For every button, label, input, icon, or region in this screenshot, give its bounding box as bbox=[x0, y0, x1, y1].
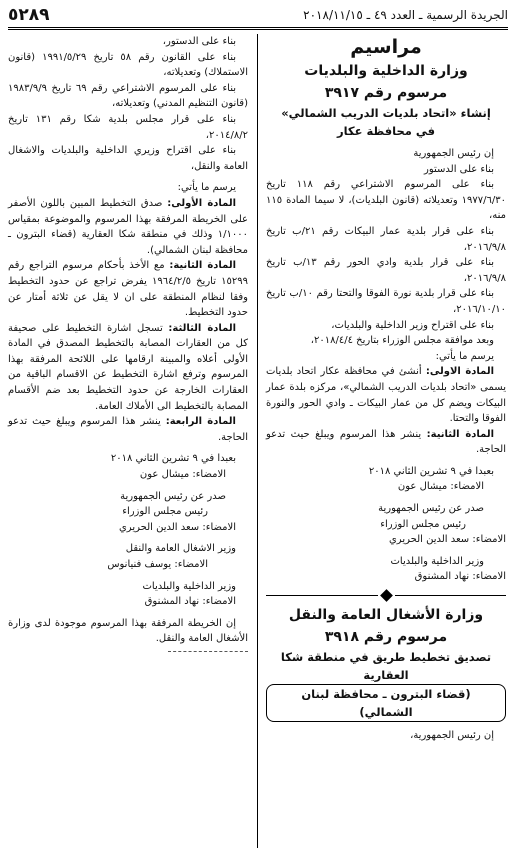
paragraph: بناء على القانون رقم ٥٨ تاريخ ١٩٩١/٥/٢٩ (قانون الاستملاك) وتعديلاته، bbox=[8, 51, 248, 79]
article-label: المادة الثالثة: bbox=[168, 322, 236, 334]
article-text: تسجل اشارة التخطيط على صحيفة كل من العقارات المصابة بالتخطيط المصدق في المادة الأولى أعلاه والمبينة ارقامها على اللائحة المرفقة بهذا المرسوم وترفع اشارة التخطيط عن الاقسام الباقية من العقارات الخارجة عن حدود التخطيط بعد ضم الأقسام المصابة بالتخطيط الى الأملاك العامة. bbox=[8, 322, 248, 412]
article bbox=[8, 321, 248, 415]
left-column bbox=[8, 34, 248, 656]
paragraph: يرسم ما يأتي: bbox=[435, 350, 494, 362]
paragraph: بناء على قرار مجلس بلدية شكا رقم ١٣١ تاريخ ٢٠١٤/٨/٢، bbox=[8, 113, 248, 141]
article bbox=[266, 427, 506, 458]
decree-subject: تصديق تخطيط طريق في منطقة شكا العقارية bbox=[280, 650, 492, 683]
signature: الامضاء: ميشال عون bbox=[397, 481, 484, 493]
article-text: صدق التخطيط المبين باللون الأصفر على الخريطة المرفقة بهذا المرسوم والموضوعة بمقياس ١/١٠٠٠ وذلك في منطقة شكا العقارية (قضاء البترون ـ محافظة لبنان الشمالي). bbox=[8, 197, 248, 256]
paragraph: بناء على الدستور bbox=[424, 163, 494, 175]
header-rule-2 bbox=[8, 29, 508, 30]
article-label: المادة الثانية: bbox=[426, 428, 495, 440]
signature: الامضاء: نهاد المشنوق bbox=[414, 571, 506, 583]
decree-date: بعبدا في ٩ تشرين الثاني ٢٠١٨ bbox=[368, 465, 494, 477]
signature-caption: رئيس مجلس الوزراء bbox=[122, 506, 208, 518]
page-number: ٥٢٨٩ bbox=[8, 5, 50, 25]
paragraph: يرسم ما يأتي: bbox=[177, 182, 236, 194]
paragraph: بناء على قرار بلدية نورة الفوقا والتحتا رقم ١٠/ب تاريخ ٢٠١٦/١٠/١٠، bbox=[266, 288, 506, 315]
signature-caption: صدر عن رئيس الجمهورية bbox=[378, 503, 484, 515]
article-text: أنشئ في محافظة عكار اتحاد بلديات يسمى «اتحاد بلديات الدريب الشمالي»، مركزه بلدة عمار البيكات ويضم كل من عمار البيكات ـ وادي الحور والنورة الفوقا والتحتا. bbox=[266, 366, 506, 425]
signature: الامضاء: سعد الدين الحريري bbox=[118, 521, 236, 533]
decree-subject: إنشاء «اتحاد بلديات الدريب الشمالي» bbox=[281, 106, 491, 120]
ministry-title: وزارة الداخلية والبلديات bbox=[304, 63, 468, 79]
paragraph: بناء على قرار بلدية عمار البيكات رقم ٢١/ب تاريخ ٢٠١٦/٩/٨، bbox=[266, 225, 506, 253]
article-label: المادة الأولى: bbox=[167, 197, 236, 209]
article-text: ينشر هذا المرسوم ويبلغ حيث تدعو الحاجة. bbox=[8, 416, 248, 443]
paragraph: بناء على الدستور، bbox=[162, 36, 236, 47]
paragraph: بناء على قرار بلدية وادي الحور رقم ١٣/ب تاريخ ٢٠١٦/٩/٨، bbox=[266, 257, 506, 284]
section-heading: مراسيم bbox=[350, 36, 422, 58]
decree-date: بعبدا في ٩ تشرين الثاني ٢٠١٨ bbox=[110, 453, 236, 465]
paragraph: بناء على اقتراح وزير الداخلية والبلديات، bbox=[331, 319, 494, 331]
decree-number: مرسوم رقم ٣٩١٧ bbox=[324, 85, 448, 101]
paragraph: إن رئيس الجمهورية، bbox=[410, 730, 494, 742]
signature-caption: وزير الداخلية والبلديات bbox=[142, 580, 236, 592]
signature-caption: رئيس مجلس الوزراء bbox=[380, 518, 466, 530]
article-label: المادة الثانية: bbox=[169, 260, 237, 272]
article-label: المادة الاولى: bbox=[425, 366, 495, 378]
header-rule bbox=[8, 27, 508, 28]
right-column bbox=[266, 34, 506, 744]
footnote-rule bbox=[168, 651, 248, 652]
signature: الامضاء: سعد الدين الحريري bbox=[388, 534, 506, 546]
column-separator bbox=[257, 34, 258, 848]
decree-subject-box: (قضاء البترون ـ محافظة لبنان الشمالي) bbox=[266, 684, 506, 722]
paragraph: وبعد موافقة مجلس الوزراء بتاريخ ٢٠١٨/٤/٤، bbox=[310, 335, 494, 347]
article-text: مع الأخذ بأحكام مرسوم التراجع رقم ١٥٢٩٩ تاريخ ١٩٦٤/٢/٥ يفرض تراجع عن حدود التخطيط وفقا لنظام المنطقة على ان لا يقل عن ثلاثة أمتار عن حدود التخطيط. bbox=[8, 260, 248, 319]
ministry-title: وزارة الأشغال العامة والنقل bbox=[288, 607, 484, 624]
paragraph: بناء على المرسوم الاشتراعي رقم ٦٩ تاريخ ١٩٨٣/٩/٩ (قانون التنظيم المدني) وتعديلاته، bbox=[8, 82, 248, 110]
signature: الامضاء: يوسف فنيانوس bbox=[107, 559, 208, 570]
article bbox=[266, 364, 506, 426]
paragraph: بناء على المرسوم الاشتراعي رقم ١١٨ تاريخ ١٩٧٧/٦/٣٠ وتعديلاته (قانون البلديات)، لا سيما المادة ١١٥ منه، bbox=[266, 179, 506, 222]
section-divider bbox=[266, 591, 506, 600]
article-label: المادة الرابعة: bbox=[165, 416, 236, 428]
article-text: ينشر هذا المرسوم ويبلغ حيث تدعو الحاجة. bbox=[266, 428, 506, 456]
signature-caption: وزير الداخلية والبلديات bbox=[390, 555, 484, 567]
page-header bbox=[8, 4, 508, 26]
signature-caption: صدر عن رئيس الجمهورية bbox=[120, 490, 226, 502]
signature: الامضاء: نهاد المشنوق bbox=[144, 596, 236, 608]
article bbox=[8, 196, 248, 258]
paragraph: إن رئيس الجمهورية bbox=[413, 148, 494, 159]
article bbox=[8, 258, 248, 320]
article bbox=[8, 414, 248, 445]
signature: الامضاء: ميشال عون bbox=[139, 469, 226, 481]
signature-caption: وزير الاشغال العامة والنقل bbox=[125, 543, 236, 555]
paragraph: بناء على اقتراح وزيري الداخلية والبلديات والاشغال العامة والنقل، bbox=[8, 145, 248, 172]
decree-number: مرسوم رقم ٣٩١٨ bbox=[324, 629, 448, 646]
decree-subject-2: في محافظة عكار bbox=[336, 124, 436, 138]
running-header: الجريدة الرسمية ـ العدد ٤٩ ـ ٢٠١٨/١١/١٥ bbox=[303, 8, 508, 22]
footnote: إن الخريطة المرفقة بهذا المرسوم موجودة لدى وزارة الأشغال العامة والنقل. bbox=[8, 617, 248, 645]
